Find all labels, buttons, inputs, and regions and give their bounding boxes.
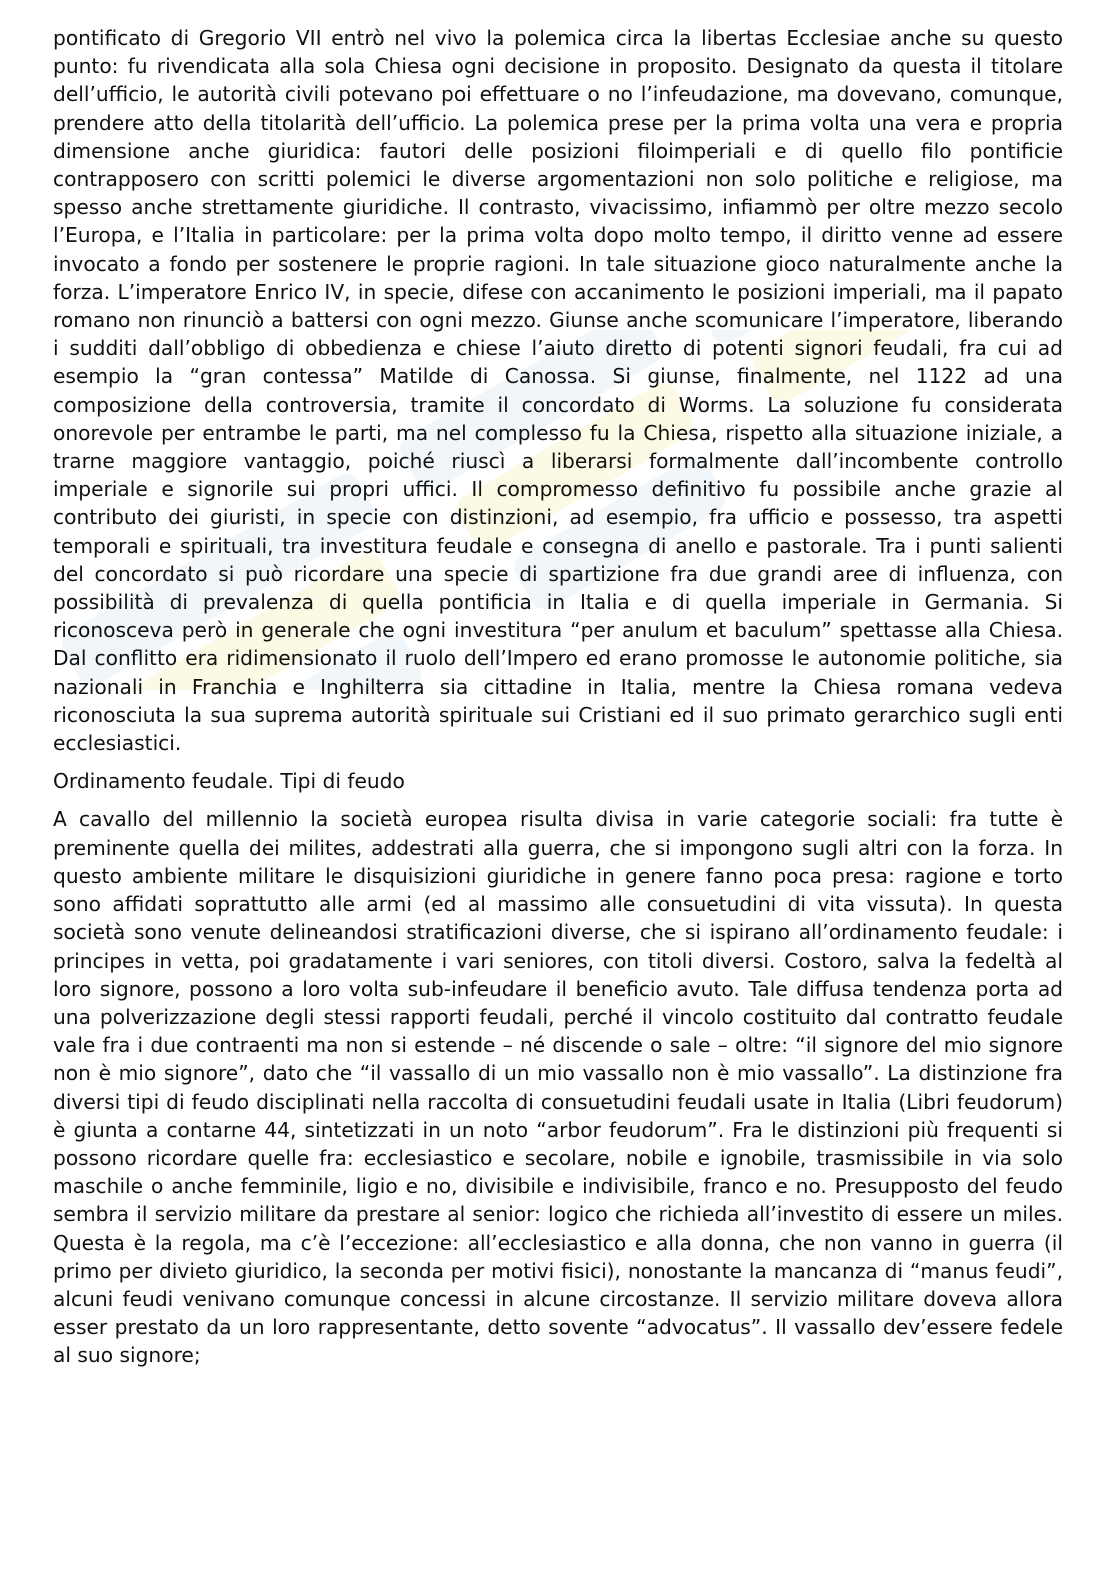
document-body <box>53 24 1063 1370</box>
paragraph: A cavallo del millennio la società europea risulta divisa in varie categorie sociali: fra tutte è preminente quella dei milites, addestrati alla guerra, che si impongono sugli altri con la forza. In questo ambiente militare le disquisizioni giuridiche in genere fanno poca presa: ragione e torto sono affidati soprattutto alle armi (ed al massimo alle consuetudini di vita vissuta). In questa società sono venute delineandosi stratificazioni diverse, che si ispirano all’ordinamento feudale: i principes in vetta, poi gradatamente i vari seniores, con titoli diversi. Costoro, salva la fedeltà al loro signore, possono a loro volta sub-infeudare il beneficio avuto. Tale diffusa tendenza porta ad una polverizzazione degli stessi rapporti feudali, perché il vincolo costituito dal contratto feudale vale fra i due contraenti ma non si estende – né discende o sale – oltre: “il signore del mio signore non è mio signore”, dato che “il vassallo di un mio vassallo non è mio vassallo”. La distinzione fra diversi tipi di feudo disciplinati nella raccolta di consuetudini feudali usate in Italia (Libri feudorum) è giunta a contarne 44, sintetizzati in un noto “arbor feudorum”. Fra le distinzioni più frequenti si possono ricordare quelle fra: ecclesiastico e secolare, nobile e ignobile, trasmissibile in via solo maschile o anche femminile, ligio e no, divisibile e indivisibile, franco e no. Presupposto del feudo sembra il servizio militare da prestare al senior: logico che richieda all’investito di essere un miles. Questa è la regola, ma c’è l’eccezione: all’ecclesiastico e alla donna, che non vanno in guerra (il primo per divieto giuridico, la seconda per motivi fisici), nonostante la mancanza di “manus feudi”, alcuni feudi venivano comunque concessi in alcune circostanze. Il servizio militare doveva allora esser prestato da un loro rappresentante, detto sovente “advocatus”. Il vassallo dev’essere fedele al suo signore; <box>53 807 1063 1368</box>
section-heading: Ordinamento feudale. Tipi di feudo <box>53 769 405 794</box>
paragraph: pontificato di Gregorio VII entrò nel vivo la polemica circa la libertas Ecclesiae anche su questo punto: fu rivendicata alla sola Chiesa ogni decisione in proposito. Designato da questa il titolare dell’ufficio, le autorità civili potevano poi effettuare o no l’infeudazione, ma dovevano, comunque, prendere atto della titolarità dell’ufficio. La polemica prese per la prima volta una vera e propria dimensione anche giuridica: fautori delle posizioni filoimperiali e di quello filo pontificie contrapposero con scritti polemici le diverse argomentazioni non solo politiche e religiose, ma spesso anche strettamente giuridiche. Il contrasto, vivacissimo, infiammò per oltre mezzo secolo l’Europa, e l’Italia in particolare: per la prima volta dopo molto tempo, il diritto venne ad essere invocato a fondo per sostenere le proprie ragioni. In tale situazione gioco naturalmente anche la forza. L’imperatore Enrico IV, in specie, difese con accanimento le posizioni imperiali, ma il papato romano non rinunciò a battersi con ogni mezzo. Giunse anche scomunicare l’imperatore, liberando i sudditi dall’obbligo di obbedienza e chiese l’aiuto diretto di potenti signori feudali, fra cui ad esempio la “gran contessa” Matilde di Canossa. Si giunse, finalmente, nel 1122 ad una composizione della controversia, tramite il concordato di Worms. La soluzione fu considerata onorevole per entrambe le parti, ma nel complesso fu la Chiesa, rispetto alla situazione iniziale, a trarne maggiore vantaggio, poiché riuscì a liberarsi formalmente dall’incombente controllo imperiale e signorile sui propri uffici. Il compromesso definitivo fu possibile anche grazie al contributo dei giuristi, in specie con distinzioni, ad esempio, fra ufficio e possesso, tra aspetti temporali e spirituali, tra investitura feudale e consegna di anello e pastorale. Tra i punti salienti del concordato si può ricordare una specie di spartizione fra due grandi aree di influenza, con possibilità di prevalenza di quella pontificia in Italia e di quella imperiale in Germania. Si riconosceva però in generale che ogni investitura “per anulum et baculum” spettasse alla Chiesa. Dal conflitto era ridimensionato il ruolo dell’Impero ed erano promosse le autonomie politiche, sia nazionali in Franchia e Inghilterra sia cittadine in Italia, mentre la Chiesa romana vedeva riconosciuta la sua suprema autorità spirituale sui Cristiani ed il suo primato gerarchico sugli enti ecclesiastici. <box>53 26 1063 756</box>
